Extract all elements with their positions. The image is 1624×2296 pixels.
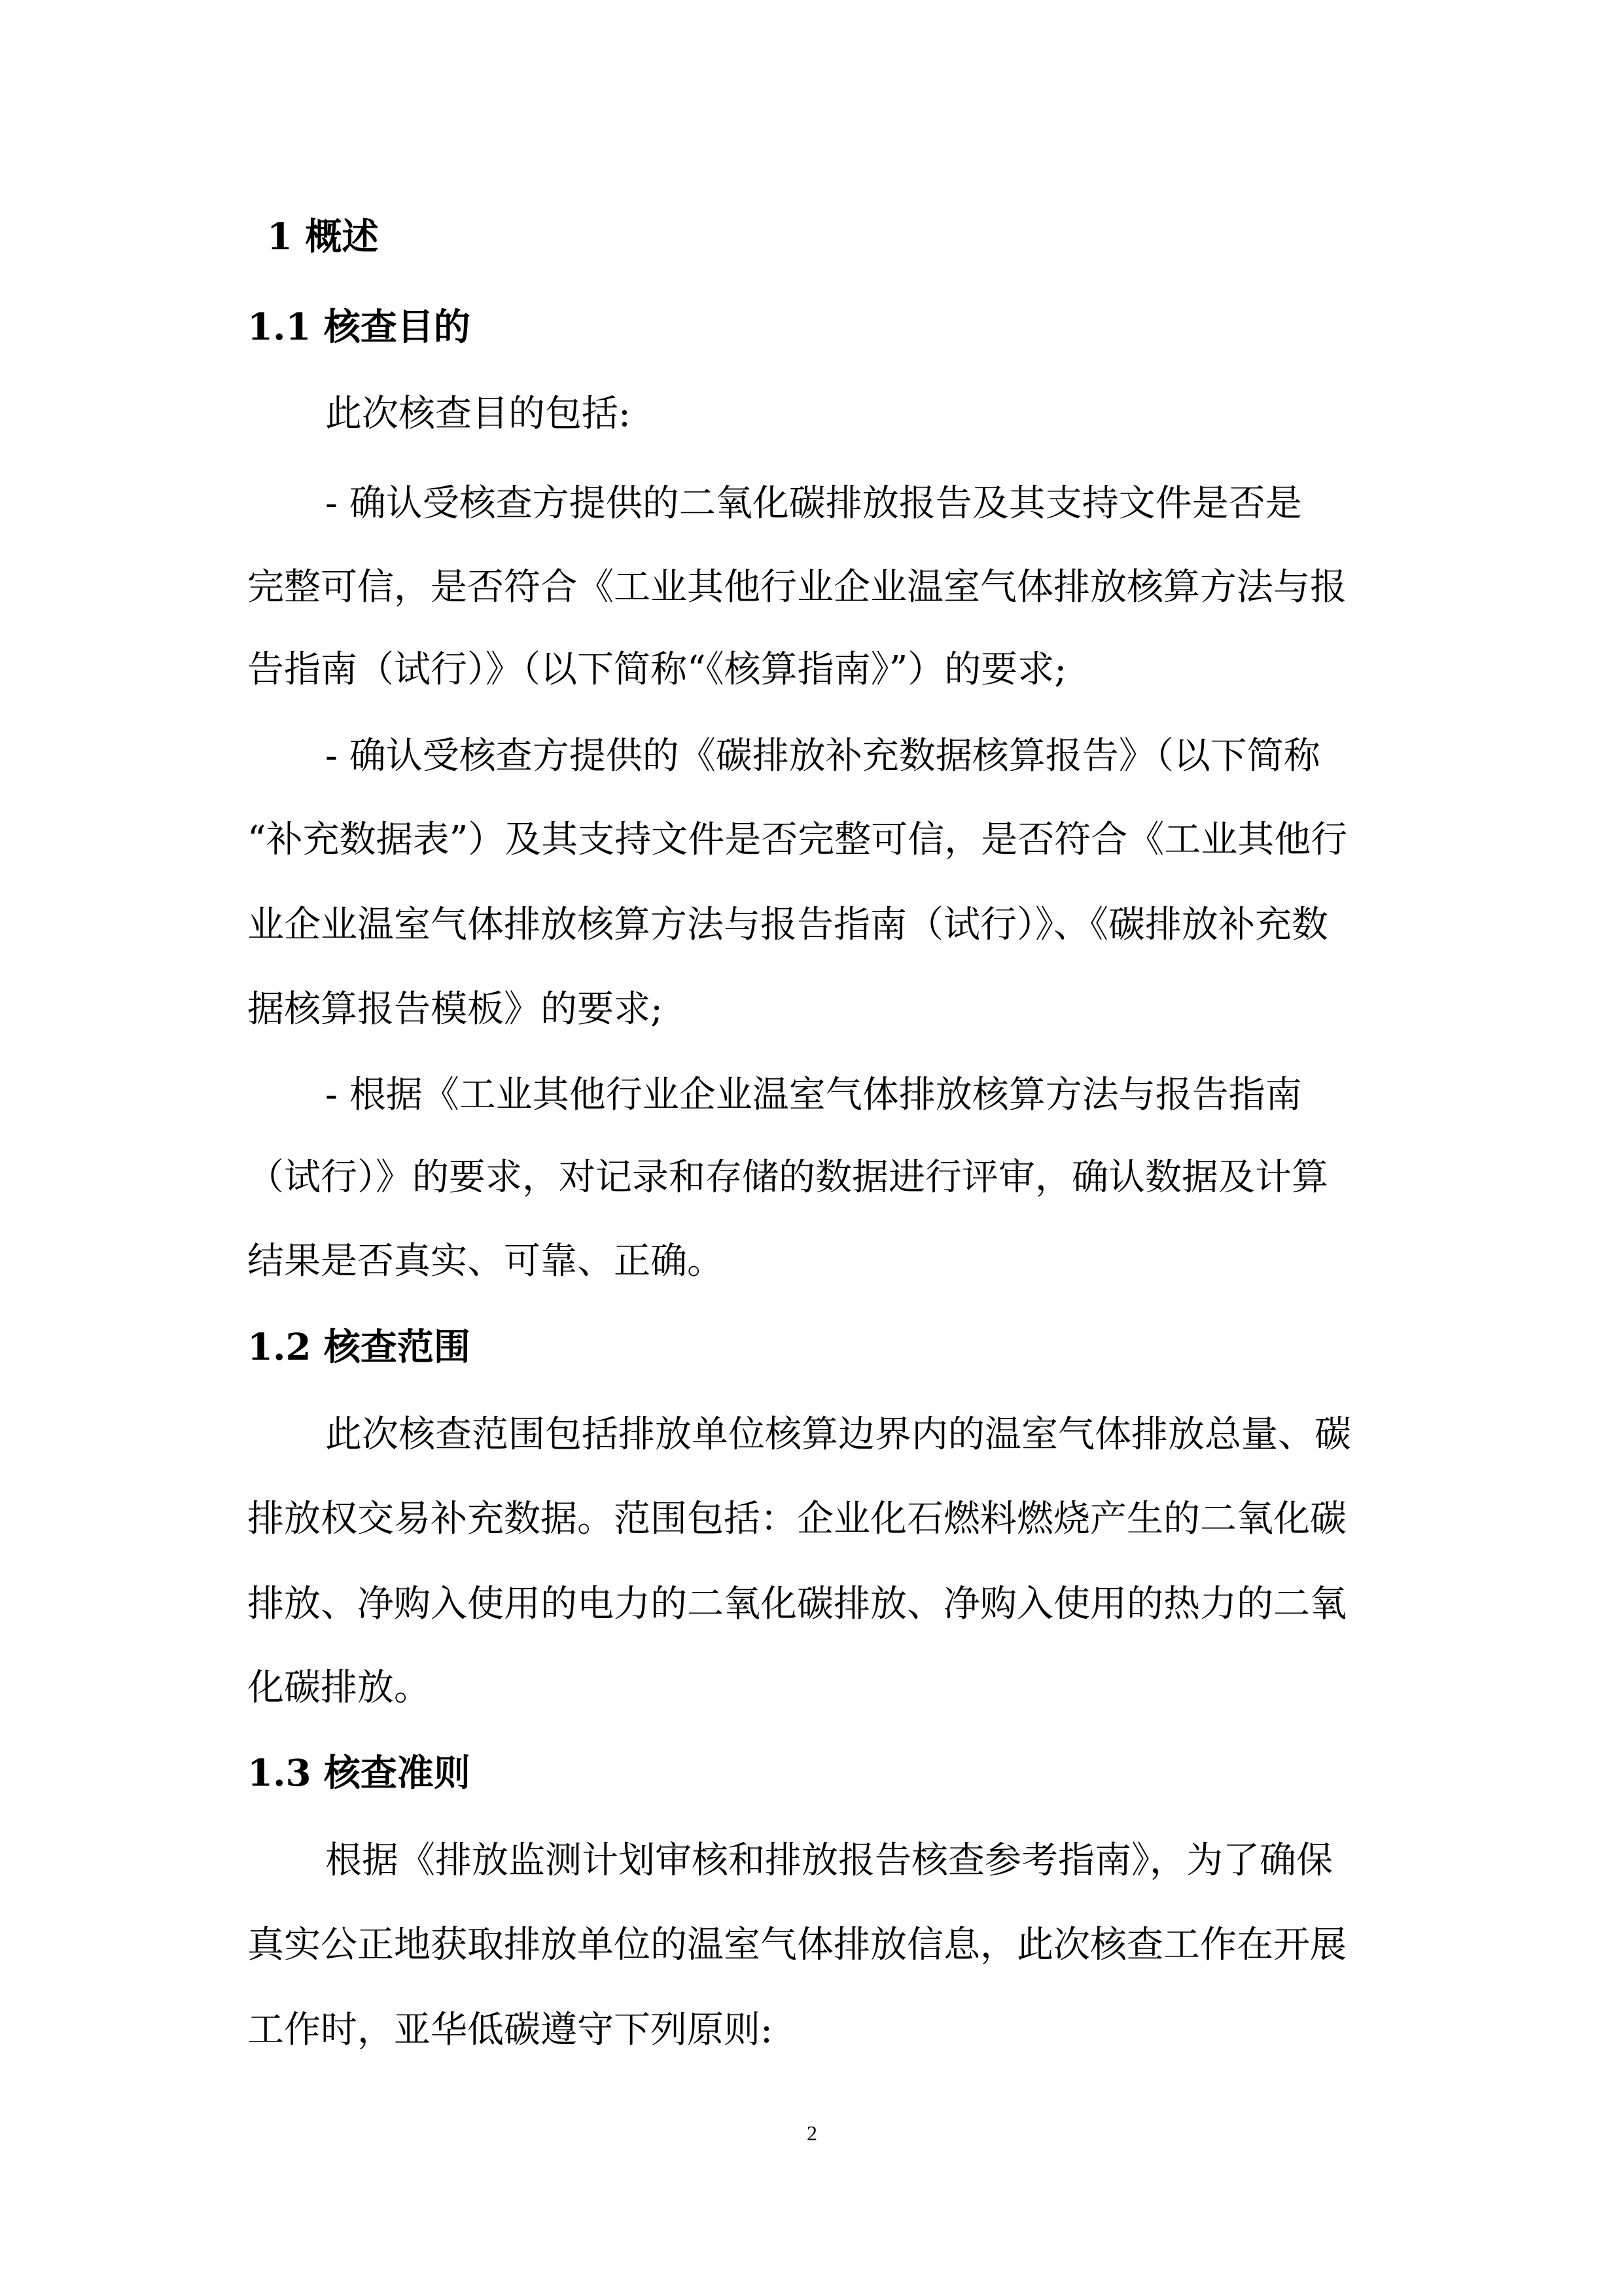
paragraph-line: 结果是否真实、可靠、正确。	[247, 1240, 724, 1282]
paragraph-line: 此次核查范围包括排放单位核算边界内的温室气体排放总量、碳	[325, 1413, 1351, 1456]
heading-verification-purpose: 1.1 核查目的	[247, 306, 470, 349]
heading-verification-criteria: 1.3 核查准则	[247, 1752, 470, 1795]
paragraph-line: “补充数据表”）及其支持文件是否完整可信，是否符合《工业其他行	[247, 819, 1348, 861]
paragraph-line: 排放、净购入使用的电力的二氧化碳排放、净购入使用的热力的二氧	[247, 1583, 1347, 1625]
paragraph-line: （试行）》的要求，对记录和存储的数据进行评审，确认数据及计算	[247, 1156, 1328, 1199]
paragraph-line: - 根据《工业其他行业企业温室气体排放核算方法与报告指南	[325, 1074, 1302, 1116]
paragraph-line: - 确认受核查方提供的二氧化碳排放报告及其支持文件是否是	[325, 482, 1302, 525]
paragraph-line: 化碳排放。	[247, 1667, 431, 1709]
paragraph-line: 工作时，亚华低碳遵守下列原则:	[247, 2009, 773, 2051]
paragraph-line: 排放权交易补充数据。范围包括：企业化石燃料燃烧产生的二氧化碳	[247, 1498, 1347, 1540]
heading-verification-scope: 1.2 核查范围	[247, 1326, 470, 1369]
paragraph-line: 据核算报告模板》的要求;	[247, 988, 663, 1031]
paragraph-line: - 确认受核查方提供的《碳排放补充数据核算报告》（以下简称	[325, 735, 1320, 777]
paragraph-line: 根据《排放监测计划审核和排放报告核查参考指南》，为了确保	[325, 1839, 1333, 1882]
heading-overview: 1 概述	[267, 215, 379, 258]
paragraph-line: 告指南（试行）》（以下简称“《核算指南》”）的要求;	[247, 648, 1067, 691]
paragraph-line: 此次核查目的包括:	[325, 393, 631, 435]
paragraph-line: 完整可信，是否符合《工业其他行业企业温室气体排放核算方法与报	[247, 566, 1347, 609]
paragraph-line: 业企业温室气体排放核算方法与报告指南（试行）》、《碳排放补充数	[247, 904, 1328, 946]
paragraph-line: 真实公正地获取排放单位的温室气体排放信息，此次核查工作在开展	[247, 1924, 1347, 1966]
page-number: 2	[807, 2121, 817, 2145]
